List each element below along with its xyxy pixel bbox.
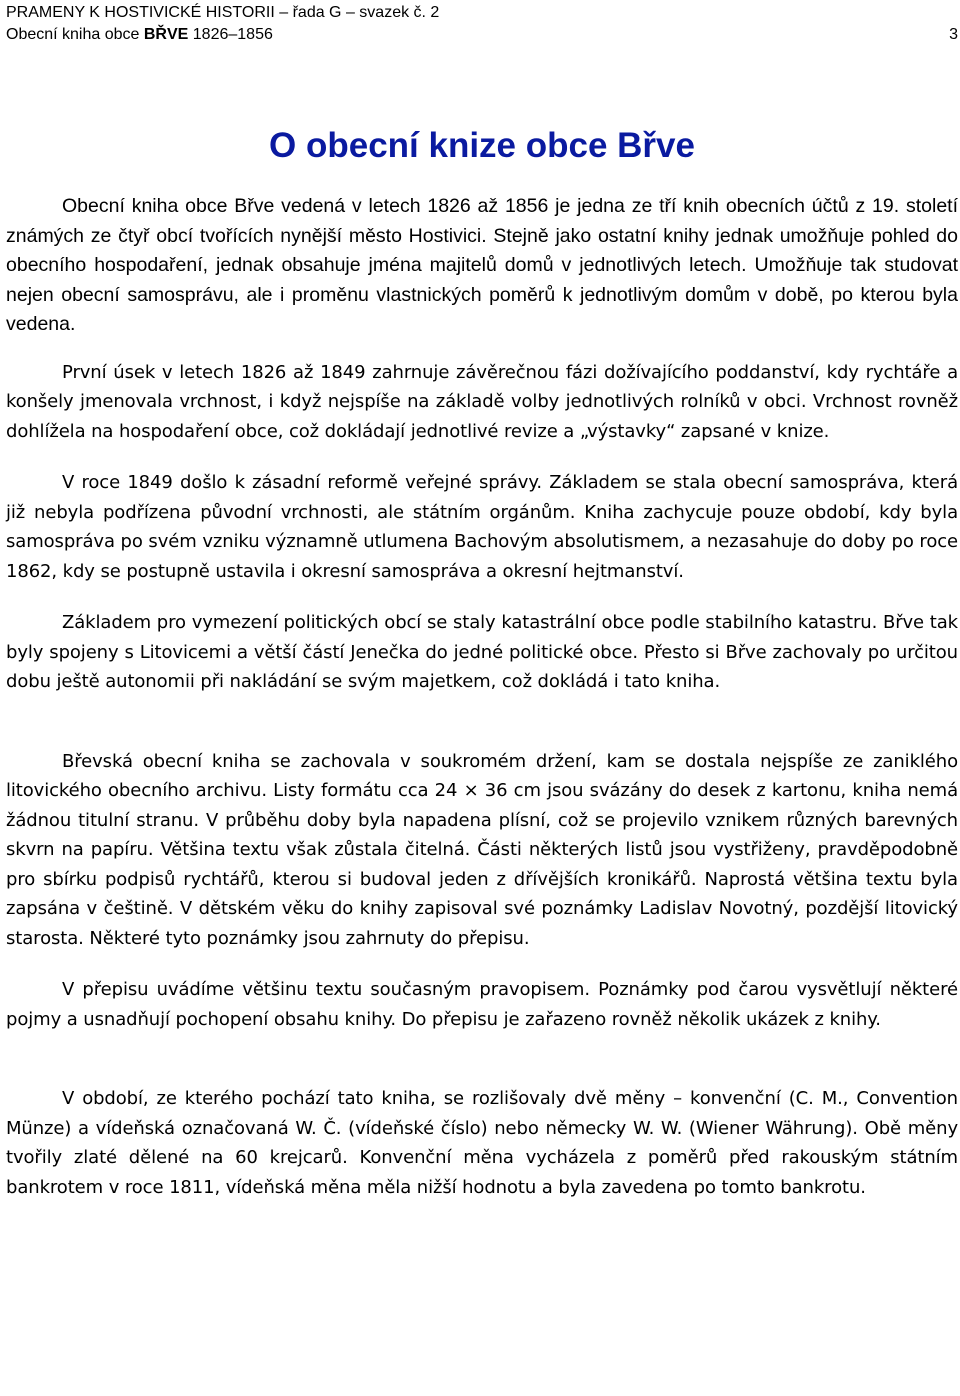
paragraph-reform-1849: V roce 1849 došlo k zásadní reformě veřejné správy. Základem se stala obecní samospráva, která již nebyla podřízena původní vrchnosti, ale státním orgánům. Kniha zachycuje pouze období, kdy byla samospráva po svém vzniku významně utlumena Bachovým absolutismem, a nezasahuje do doby po roce 1862, kdy se postupně ustavila i okresní samospráva a okresní hejtmanství. [6,472,958,582]
document-page [6,0,958,1396]
paragraph-political-municipalities: Základem pro vymezení politických obcí se staly katastrální obce podle stabilního katastru. Břve tak byly spojeny s Litovicemi a větší částí Jenečka do jedné politické obce. Přesto si Břve zachovaly po určitou dobu ještě autonomii při nakládání se svým majetkem, což dokládá i tato kniha. [6,612,958,692]
paragraph-transcription: V přepisu uvádíme většinu textu současným pravopisem. Poznámky pod čarou vysvětlují některé pojmy a usnadňují pochopení obsahu knihy. Do přepisu je zařazeno rovněž několik ukázek z knihy. [6,979,958,1030]
page-number: 3 [949,26,958,43]
book-prefix: Obecní kniha obce [6,26,144,43]
paragraph-intro: Obecní kniha obce Břve vedená v letech 1826 až 1856 je jedna ze tří knih obecních účtů z 19. století známých ze čtyř obcí tvořících nynější město Hostivici. Stejně jako ostatní knihy jednak umožňuje pohled do obecního hospodaření, jednak obsahuje jména majitelů domů v jednotlivých letech. Umožňuje tak studovat nejen obecní samosprávu, ale i proměnu vlastnických poměrů k jednotlivým domům v době, po kterou byla vedena. [6,195,958,335]
series-line: PRAMENY K HOSTIVICKÉ HISTORII – řada G – svazek č. 2 [6,4,440,21]
paragraph-currency: V období, ze kterého pochází tato kniha, se rozlišovaly dvě měny – konvenční (C. M., Convention Münze) a vídeňská označovaná W. Č. (vídeňské číslo) nebo německy W. W. (Wiener Währung). Obě měny tvořily zlaté dělené na 60 krejcarů. Konvenční měna vycházela z poměrů před rakouským státním bankrotem v roce 1811, vídeňská měna měla nižší hodnotu a byla zavedena po tomto bankrotu. [6,1088,958,1198]
book-years: 1826–1856 [188,26,273,43]
body-text [6,192,958,1202]
book-line [6,24,958,46]
page-header [6,2,958,46]
page-title: O obecní knize obce Břve [269,126,695,165]
paragraph-first-period: První úsek v letech 1826 až 1849 zahrnuje závěrečnou fázi dožívajícího poddanství, kdy rychtáře a konšely jmenovala vrchnost, i když nejspíše na základě volby jednotlivých rolníků v obci. Vrchnost rovněž dohlížela na hospodaření obce, což dokládají jednotlivé revize a „výstavky“ zapsané v knize. [6,361,958,442]
paragraph-book-description: Břevská obecní kniha se zachovala v soukromém držení, kam se dostala nejspíše ze zaniklého litovického obecního archivu. Listy formátu cca 24 × 36 cm jsou svázány do desek z kartonu, kniha nemá žádnou titulní stranu. V průběhu doby byla napadena plísní, což se projevilo vznikem různých barevných skvrn na papíru. Většina textu však zůstala čitelná. Části některých listů jsou vystřiženy, pravděpodobně pro sbírku podpisů rychtářů, kterou si budoval jeden z dřívějších kronikářů. Naprostá většina textu byla zapsána v češtině. V dětském věku do knihy zapisoval své poznámky Ladislav Novotný, pozdější litovický starosta. Některé tyto poznámky jsou zahrnuty do přepisu. [6,750,958,949]
book-name-bold: BŘVE [143,26,189,43]
